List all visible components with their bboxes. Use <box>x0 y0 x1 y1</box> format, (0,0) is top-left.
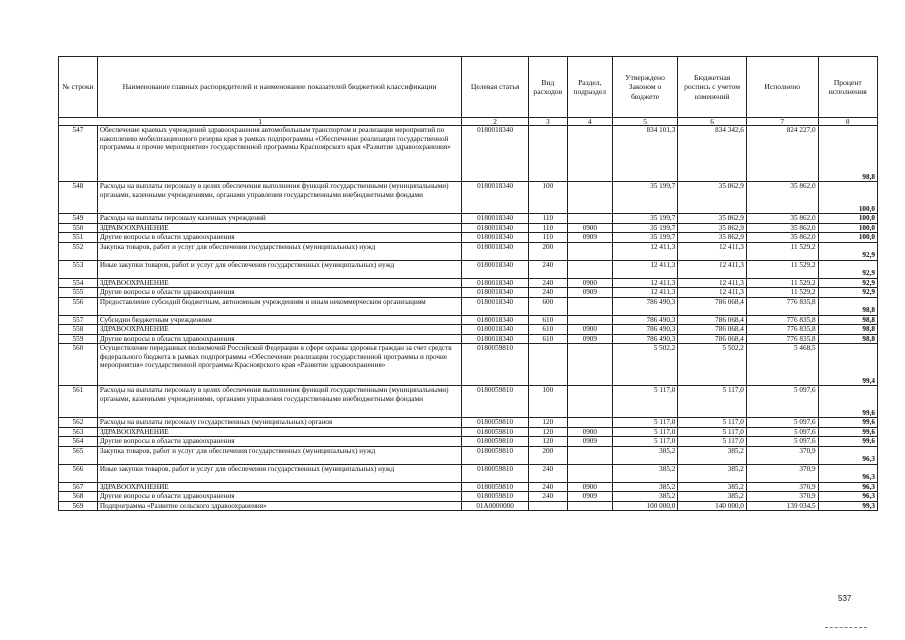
table-row <box>59 182 878 214</box>
table-row <box>59 233 878 242</box>
row-type: 110 <box>528 233 567 242</box>
row-percent: 99,3 <box>818 501 877 510</box>
row-name: Иные закупки товаров, работ и услуг для обеспечения государственных (муниципальных) нужд <box>97 260 461 278</box>
row-executed: 824 227,0 <box>746 126 818 182</box>
row-type: 240 <box>528 464 567 482</box>
table-row <box>59 297 878 315</box>
row-name: Расходы на выплаты персоналу в целях обеспечения выполнения функций государственными (муниципальными) органами, казенными учреждениями, органами управления государственными внебюджетными фондами <box>97 182 461 214</box>
row-revised: 5 117,0 <box>678 418 747 427</box>
row-revised: 786 068,4 <box>678 315 747 324</box>
row-executed: 35 862,0 <box>746 233 818 242</box>
table-row <box>59 223 878 232</box>
row-revised: 385,2 <box>678 492 747 501</box>
row-revised: 5 502,2 <box>678 344 747 386</box>
row-executed: 776 835,8 <box>746 325 818 334</box>
row-name: Закупка товаров, работ и услуг для обеспечения государственных (муниципальных) нужд <box>97 446 461 464</box>
row-executed: 370,9 <box>746 492 818 501</box>
row-approved: 5 117,0 <box>612 386 678 418</box>
row-number: 560 <box>59 344 98 386</box>
table-row <box>59 214 878 223</box>
row-percent: 96,3 <box>818 464 877 482</box>
row-target: 0180059810 <box>462 437 529 446</box>
row-executed: 11 529,2 <box>746 278 818 287</box>
row-executed: 35 862,0 <box>746 182 818 214</box>
row-approved: 100 000,0 <box>612 501 678 510</box>
row-target: 0180059810 <box>462 464 529 482</box>
row-executed: 11 529,2 <box>746 288 818 297</box>
row-section <box>567 126 612 182</box>
row-revised: 5 117,0 <box>678 386 747 418</box>
row-approved: 786 490,3 <box>612 315 678 324</box>
row-number: 554 <box>59 278 98 287</box>
row-revised: 786 068,4 <box>678 325 747 334</box>
table-row <box>59 260 878 278</box>
row-section <box>567 464 612 482</box>
row-section <box>567 418 612 427</box>
row-number: 549 <box>59 214 98 223</box>
row-executed: 5 097,6 <box>746 418 818 427</box>
row-executed: 370,9 <box>746 482 818 491</box>
row-name: ЗДРАВООХРАНЕНИЕ <box>97 278 461 287</box>
row-target: 0180018340 <box>462 126 529 182</box>
row-number: 548 <box>59 182 98 214</box>
row-type: 200 <box>528 242 567 260</box>
header-row-no: № строки <box>59 57 98 118</box>
row-target: 0180018340 <box>462 297 529 315</box>
row-executed: 11 529,2 <box>746 260 818 278</box>
row-name: Другие вопросы в области здравоохранения <box>97 233 461 242</box>
row-percent: 96,3 <box>818 492 877 501</box>
row-executed: 370,9 <box>746 464 818 482</box>
page-number: 537 <box>838 594 852 603</box>
row-percent: 96,3 <box>818 482 877 491</box>
row-type: 600 <box>528 297 567 315</box>
row-name: Расходы на выплаты персоналу в целях обеспечения выполнения функций государственными (муниципальными) органами, казенными учреждениями, органами управления государственными внебюджетными фондами <box>97 386 461 418</box>
table-row <box>59 492 878 501</box>
column-number-5: 5 <box>612 118 678 126</box>
row-name: Субсидии бюджетным учреждениям <box>97 315 461 324</box>
row-number: 547 <box>59 126 98 182</box>
row-number: 552 <box>59 242 98 260</box>
row-section: 0900 <box>567 278 612 287</box>
row-executed: 5 097,6 <box>746 427 818 436</box>
row-revised: 35 862,9 <box>678 223 747 232</box>
row-type: 110 <box>528 223 567 232</box>
row-target: 0180059810 <box>462 344 529 386</box>
row-number: 558 <box>59 325 98 334</box>
row-number: 557 <box>59 315 98 324</box>
header-section: Раздел, подраздел <box>567 57 612 118</box>
row-percent: 99,6 <box>818 427 877 436</box>
row-name: Иные закупки товаров, работ и услуг для обеспечения государственных (муниципальных) нужд <box>97 464 461 482</box>
row-executed: 139 034,5 <box>746 501 818 510</box>
row-revised: 786 068,4 <box>678 334 747 343</box>
row-approved: 5 117,0 <box>612 418 678 427</box>
row-name: Расходы на выплаты персоналу казенных учреждений <box>97 214 461 223</box>
header-revised: Бюджетная роспись с учетом изменений <box>678 57 747 118</box>
row-executed: 776 835,8 <box>746 297 818 315</box>
table-row <box>59 386 878 418</box>
row-section <box>567 214 612 223</box>
row-percent: 92,9 <box>818 260 877 278</box>
row-type: 200 <box>528 446 567 464</box>
row-executed: 11 529,2 <box>746 242 818 260</box>
row-section: 0909 <box>567 288 612 297</box>
row-type <box>528 501 567 510</box>
row-executed: 35 862,0 <box>746 223 818 232</box>
column-number-2: 2 <box>462 118 529 126</box>
row-section <box>567 446 612 464</box>
table-row <box>59 344 878 386</box>
row-name: Закупка товаров, работ и услуг для обеспечения государственных (муниципальных) нужд <box>97 242 461 260</box>
row-number: 556 <box>59 297 98 315</box>
table-row <box>59 437 878 446</box>
row-type: 240 <box>528 492 567 501</box>
row-number: 553 <box>59 260 98 278</box>
row-name: Другие вопросы в области здравоохранения <box>97 437 461 446</box>
row-revised: 385,2 <box>678 482 747 491</box>
row-type: 610 <box>528 315 567 324</box>
column-number-4: 4 <box>567 118 612 126</box>
table-row <box>59 418 878 427</box>
row-executed: 35 862,0 <box>746 214 818 223</box>
row-target: 0180018340 <box>462 233 529 242</box>
row-revised: 35 862,9 <box>678 214 747 223</box>
row-target: 0180018340 <box>462 214 529 223</box>
row-section: 0900 <box>567 325 612 334</box>
row-number: 566 <box>59 464 98 482</box>
column-number-6: 6 <box>678 118 747 126</box>
row-name: Другие вопросы в области здравоохранения <box>97 334 461 343</box>
row-name: Предоставление субсидий бюджетным, автономным учреждениям и иным некоммерческим организациям <box>97 297 461 315</box>
row-name: ЗДРАВООХРАНЕНИЕ <box>97 482 461 491</box>
row-target: 0180018340 <box>462 334 529 343</box>
row-revised: 12 411,3 <box>678 288 747 297</box>
table-row <box>59 446 878 464</box>
table-body <box>59 126 878 511</box>
row-approved: 5 117,0 <box>612 437 678 446</box>
row-target: 0180018340 <box>462 260 529 278</box>
column-number-7: 7 <box>746 118 818 126</box>
column-number-3: 3 <box>528 118 567 126</box>
table-row <box>59 315 878 324</box>
table-row <box>59 482 878 491</box>
row-section: 0909 <box>567 492 612 501</box>
row-executed: 5 097,6 <box>746 437 818 446</box>
row-approved: 786 490,3 <box>612 325 678 334</box>
row-percent: 98,8 <box>818 334 877 343</box>
row-name: Обеспечение краевых учреждений здравоохранения автомобильным транспортом и реализация мероприятий по накоплению мобилизационного резерва края в рамках подпрограммы «Обеспечение реализации государственной программы и прочие мероприятия» государственной программы Красноярского края «Развитие здравоохранения» <box>97 126 461 182</box>
row-section <box>567 344 612 386</box>
row-target: 0180018340 <box>462 325 529 334</box>
row-approved: 786 490,3 <box>612 334 678 343</box>
table-row <box>59 126 878 182</box>
row-approved: 385,2 <box>612 482 678 491</box>
row-number: 562 <box>59 418 98 427</box>
row-revised: 12 411,3 <box>678 242 747 260</box>
row-number: 564 <box>59 437 98 446</box>
row-section: 0909 <box>567 334 612 343</box>
row-section <box>567 260 612 278</box>
column-number-1: 1 <box>59 118 462 126</box>
row-number: 551 <box>59 233 98 242</box>
row-type: 120 <box>528 418 567 427</box>
row-percent: 98,8 <box>818 325 877 334</box>
table-header <box>59 57 878 126</box>
row-type: 610 <box>528 325 567 334</box>
row-percent: 98,8 <box>818 315 877 324</box>
row-section: 0909 <box>567 437 612 446</box>
header-name: Наименование главных распорядителей и наименование показателей бюджетной классификации <box>97 57 461 118</box>
row-approved: 5 117,0 <box>612 427 678 436</box>
row-number: 568 <box>59 492 98 501</box>
row-approved: 786 490,3 <box>612 297 678 315</box>
row-percent: 98,8 <box>818 297 877 315</box>
table-row <box>59 278 878 287</box>
row-percent: 99,6 <box>818 386 877 418</box>
row-type: 240 <box>528 288 567 297</box>
row-type: 100 <box>528 182 567 214</box>
row-number: 569 <box>59 501 98 510</box>
row-target: 0180018340 <box>462 182 529 214</box>
row-target: 0180018340 <box>462 278 529 287</box>
row-number: 561 <box>59 386 98 418</box>
row-revised: 140 000,0 <box>678 501 747 510</box>
row-name: Другие вопросы в области здравоохранения <box>97 288 461 297</box>
row-revised: 5 117,0 <box>678 437 747 446</box>
table-row <box>59 464 878 482</box>
row-number: 567 <box>59 482 98 491</box>
row-revised: 35 862,9 <box>678 233 747 242</box>
row-approved: 35 199,7 <box>612 182 678 214</box>
row-target: 0180059810 <box>462 418 529 427</box>
row-executed: 776 835,8 <box>746 315 818 324</box>
row-revised: 786 068,4 <box>678 297 747 315</box>
row-type: 100 <box>528 386 567 418</box>
row-percent: 99,6 <box>818 437 877 446</box>
row-approved: 385,2 <box>612 464 678 482</box>
row-target: 01А0000000 <box>462 501 529 510</box>
row-approved: 35 199,7 <box>612 214 678 223</box>
row-approved: 35 199,7 <box>612 233 678 242</box>
row-approved: 385,2 <box>612 446 678 464</box>
row-name: Осуществление переданных полномочий Российской Федерации в сфере охраны здоровья граждан за счет средств федерального бюджета в рамках подпрограммы «Обеспечение реализации государственной программы и прочие мероприятия» государственной программы Красноярского края «Развитие здравоохранения» <box>97 344 461 386</box>
table-row <box>59 325 878 334</box>
row-approved: 12 411,3 <box>612 278 678 287</box>
header-target: Целевая статья <box>462 57 529 118</box>
row-target: 0180018340 <box>462 315 529 324</box>
row-section <box>567 182 612 214</box>
header-executed: Исполнено <box>746 57 818 118</box>
header-approved: Утверждено Законом о бюджете <box>612 57 678 118</box>
row-type <box>528 344 567 386</box>
row-target: 0180018340 <box>462 223 529 232</box>
row-revised: 385,2 <box>678 464 747 482</box>
row-percent: 92,9 <box>818 288 877 297</box>
row-executed: 776 835,8 <box>746 334 818 343</box>
row-revised: 12 411,3 <box>678 260 747 278</box>
row-target: 0180059810 <box>462 492 529 501</box>
row-approved: 12 411,3 <box>612 288 678 297</box>
row-section <box>567 315 612 324</box>
row-name: ЗДРАВООХРАНЕНИЕ <box>97 325 461 334</box>
row-percent: 98,8 <box>818 126 877 182</box>
table-row <box>59 242 878 260</box>
row-type: 110 <box>528 214 567 223</box>
row-approved: 35 199,7 <box>612 223 678 232</box>
row-name: Другие вопросы в области здравоохранения <box>97 492 461 501</box>
row-percent: 100,0 <box>818 223 877 232</box>
header-percent: Процент исполнения <box>818 57 877 118</box>
row-section <box>567 242 612 260</box>
row-percent: 100,0 <box>818 214 877 223</box>
row-section: 0900 <box>567 482 612 491</box>
footer-divider <box>825 627 867 628</box>
row-number: 550 <box>59 223 98 232</box>
row-name: Расходы на выплаты персоналу государственных (муниципальных) органов <box>97 418 461 427</box>
row-approved: 385,2 <box>612 492 678 501</box>
row-revised: 385,2 <box>678 446 747 464</box>
row-percent: 99,4 <box>818 344 877 386</box>
row-target: 0180018340 <box>462 242 529 260</box>
row-executed: 5 097,6 <box>746 386 818 418</box>
row-section <box>567 386 612 418</box>
row-type: 610 <box>528 334 567 343</box>
row-section <box>567 297 612 315</box>
table-row <box>59 288 878 297</box>
row-number: 565 <box>59 446 98 464</box>
table-row <box>59 334 878 343</box>
row-name: Подпрограмма «Развитие сельского здравоохранения» <box>97 501 461 510</box>
row-percent: 92,9 <box>818 242 877 260</box>
row-type: 240 <box>528 482 567 491</box>
row-section <box>567 501 612 510</box>
row-section: 0900 <box>567 223 612 232</box>
header-type: Вид расходов <box>528 57 567 118</box>
budget-execution-table <box>58 56 878 511</box>
row-revised: 834 342,6 <box>678 126 747 182</box>
row-type: 120 <box>528 437 567 446</box>
row-approved: 12 411,3 <box>612 242 678 260</box>
row-percent: 100,0 <box>818 233 877 242</box>
column-number-8: 8 <box>818 118 877 126</box>
row-name: ЗДРАВООХРАНЕНИЕ <box>97 223 461 232</box>
table-row <box>59 427 878 436</box>
row-name: ЗДРАВООХРАНЕНИЕ <box>97 427 461 436</box>
row-revised: 35 862,9 <box>678 182 747 214</box>
row-approved: 834 101,3 <box>612 126 678 182</box>
row-section: 0900 <box>567 427 612 436</box>
row-target: 0180059810 <box>462 427 529 436</box>
row-number: 555 <box>59 288 98 297</box>
row-number: 559 <box>59 334 98 343</box>
row-type <box>528 126 567 182</box>
row-executed: 370,9 <box>746 446 818 464</box>
row-target: 0180059810 <box>462 482 529 491</box>
table-row <box>59 501 878 510</box>
row-approved: 12 411,3 <box>612 260 678 278</box>
row-type: 240 <box>528 260 567 278</box>
row-number: 563 <box>59 427 98 436</box>
row-approved: 5 502,2 <box>612 344 678 386</box>
row-type: 120 <box>528 427 567 436</box>
row-percent: 96,3 <box>818 446 877 464</box>
row-percent: 92,9 <box>818 278 877 287</box>
row-revised: 12 411,3 <box>678 278 747 287</box>
row-percent: 100,0 <box>818 182 877 214</box>
row-target: 0180059810 <box>462 446 529 464</box>
row-type: 240 <box>528 278 567 287</box>
row-target: 0180059810 <box>462 386 529 418</box>
row-target: 0180018340 <box>462 288 529 297</box>
row-section: 0909 <box>567 233 612 242</box>
row-percent: 99,6 <box>818 418 877 427</box>
row-revised: 5 117,0 <box>678 427 747 436</box>
row-executed: 5 468,5 <box>746 344 818 386</box>
